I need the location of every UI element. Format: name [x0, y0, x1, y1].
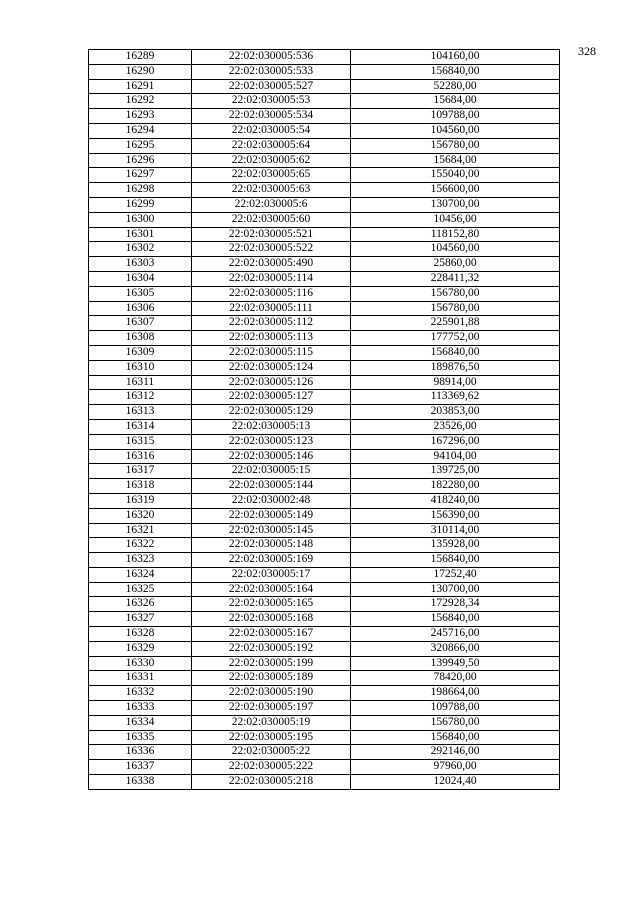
- cadastral-number-cell: 22:02:030005:127: [192, 390, 351, 405]
- value-cell: 156780,00: [351, 286, 560, 301]
- row-number-cell: 16321: [89, 523, 192, 538]
- value-cell: 113369,62: [351, 390, 560, 405]
- value-cell: 189876,50: [351, 360, 560, 375]
- cadastral-number-cell: 22:02:030005:113: [192, 331, 351, 346]
- row-number-cell: 16298: [89, 183, 192, 198]
- table-row: [89, 375, 560, 390]
- cadastral-number-cell: 22:02:030005:111: [192, 301, 351, 316]
- value-cell: 156600,00: [351, 183, 560, 198]
- cadastral-number-cell: 22:02:030005:116: [192, 286, 351, 301]
- row-number-cell: 16320: [89, 508, 192, 523]
- cadastral-number-cell: 22:02:030005:168: [192, 612, 351, 627]
- table-row: [89, 345, 560, 360]
- value-cell: 320866,00: [351, 641, 560, 656]
- cadastral-number-cell: 22:02:030005:222: [192, 760, 351, 775]
- cadastral-number-cell: 22:02:030005:148: [192, 538, 351, 553]
- value-cell: 310114,00: [351, 523, 560, 538]
- cadastral-number-cell: 22:02:030005:6: [192, 197, 351, 212]
- table-row: [89, 227, 560, 242]
- cadastral-number-cell: 22:02:030005:490: [192, 257, 351, 272]
- row-number-cell: 16332: [89, 686, 192, 701]
- value-cell: 172928,34: [351, 597, 560, 612]
- table-row: [89, 405, 560, 420]
- cadastral-number-cell: 22:02:030005:64: [192, 138, 351, 153]
- row-number-cell: 16308: [89, 331, 192, 346]
- table-row: [89, 123, 560, 138]
- row-number-cell: 16299: [89, 197, 192, 212]
- row-number-cell: 16296: [89, 153, 192, 168]
- table-row: [89, 479, 560, 494]
- value-cell: 198664,00: [351, 686, 560, 701]
- table-row: [89, 567, 560, 582]
- value-cell: 228411,32: [351, 271, 560, 286]
- row-number-cell: 16295: [89, 138, 192, 153]
- table-row: [89, 597, 560, 612]
- value-cell: 135928,00: [351, 538, 560, 553]
- cadastral-number-cell: 22:02:030005:534: [192, 109, 351, 124]
- cadastral-number-cell: 22:02:030005:144: [192, 479, 351, 494]
- value-cell: 139725,00: [351, 464, 560, 479]
- cadastral-number-cell: 22:02:030005:13: [192, 419, 351, 434]
- cadastral-number-cell: 22:02:030005:112: [192, 316, 351, 331]
- cadastral-number-cell: 22:02:030005:146: [192, 449, 351, 464]
- value-cell: 245716,00: [351, 627, 560, 642]
- cadastral-number-cell: 22:02:030005:53: [192, 94, 351, 109]
- cadastral-number-cell: 22:02:030005:115: [192, 345, 351, 360]
- cadastral-number-cell: 22:02:030005:145: [192, 523, 351, 538]
- row-number-cell: 16297: [89, 168, 192, 183]
- table-row: [89, 138, 560, 153]
- table-row: [89, 715, 560, 730]
- row-number-cell: 16293: [89, 109, 192, 124]
- row-number-cell: 16305: [89, 286, 192, 301]
- table-row: [89, 775, 560, 790]
- registry-table-body: [89, 50, 560, 790]
- cadastral-number-cell: 22:02:030005:123: [192, 434, 351, 449]
- row-number-cell: 16294: [89, 123, 192, 138]
- row-number-cell: 16323: [89, 553, 192, 568]
- table-row: [89, 449, 560, 464]
- table-row: [89, 271, 560, 286]
- value-cell: 25860,00: [351, 257, 560, 272]
- row-number-cell: 16302: [89, 242, 192, 257]
- table-row: [89, 434, 560, 449]
- cadastral-number-cell: 22:02:030005:167: [192, 627, 351, 642]
- value-cell: 182280,00: [351, 479, 560, 494]
- table-row: [89, 464, 560, 479]
- row-number-cell: 16290: [89, 64, 192, 79]
- table-row: [89, 612, 560, 627]
- table-row: [89, 641, 560, 656]
- row-number-cell: 16313: [89, 405, 192, 420]
- cadastral-number-cell: 22:02:030005:22: [192, 745, 351, 760]
- table-row: [89, 582, 560, 597]
- cadastral-number-cell: 22:02:030005:199: [192, 656, 351, 671]
- cadastral-number-cell: 22:02:030005:54: [192, 123, 351, 138]
- value-cell: 10456,00: [351, 212, 560, 227]
- value-cell: 156840,00: [351, 553, 560, 568]
- cadastral-number-cell: 22:02:030002:48: [192, 493, 351, 508]
- table-row: [89, 183, 560, 198]
- value-cell: 104560,00: [351, 242, 560, 257]
- table-row: [89, 730, 560, 745]
- value-cell: 155040,00: [351, 168, 560, 183]
- value-cell: 17252,40: [351, 567, 560, 582]
- row-number-cell: 16304: [89, 271, 192, 286]
- value-cell: 225901,88: [351, 316, 560, 331]
- table-row: [89, 523, 560, 538]
- value-cell: 139949,50: [351, 656, 560, 671]
- row-number-cell: 16292: [89, 94, 192, 109]
- row-number-cell: 16327: [89, 612, 192, 627]
- row-number-cell: 16300: [89, 212, 192, 227]
- table-row: [89, 419, 560, 434]
- row-number-cell: 16322: [89, 538, 192, 553]
- table-row: [89, 538, 560, 553]
- cadastral-number-cell: 22:02:030005:63: [192, 183, 351, 198]
- value-cell: 15684,00: [351, 153, 560, 168]
- table-row: [89, 168, 560, 183]
- table-row: [89, 212, 560, 227]
- value-cell: 78420,00: [351, 671, 560, 686]
- row-number-cell: 16318: [89, 479, 192, 494]
- table-row: [89, 656, 560, 671]
- table-row: [89, 286, 560, 301]
- row-number-cell: 16291: [89, 79, 192, 94]
- value-cell: 118152,80: [351, 227, 560, 242]
- value-cell: 156390,00: [351, 508, 560, 523]
- row-number-cell: 16315: [89, 434, 192, 449]
- row-number-cell: 16324: [89, 567, 192, 582]
- table-row: [89, 331, 560, 346]
- table-row: [89, 493, 560, 508]
- row-number-cell: 16338: [89, 775, 192, 790]
- value-cell: 418240,00: [351, 493, 560, 508]
- row-number-cell: 16306: [89, 301, 192, 316]
- row-number-cell: 16326: [89, 597, 192, 612]
- row-number-cell: 16335: [89, 730, 192, 745]
- row-number-cell: 16310: [89, 360, 192, 375]
- row-number-cell: 16331: [89, 671, 192, 686]
- cadastral-number-cell: 22:02:030005:65: [192, 168, 351, 183]
- value-cell: 156840,00: [351, 64, 560, 79]
- cadastral-number-cell: 22:02:030005:15: [192, 464, 351, 479]
- row-number-cell: 16314: [89, 419, 192, 434]
- table-row: [89, 301, 560, 316]
- cadastral-number-cell: 22:02:030005:19: [192, 715, 351, 730]
- row-number-cell: 16337: [89, 760, 192, 775]
- cadastral-number-cell: 22:02:030005:129: [192, 405, 351, 420]
- row-number-cell: 16307: [89, 316, 192, 331]
- cadastral-number-cell: 22:02:030005:197: [192, 701, 351, 716]
- table-row: [89, 508, 560, 523]
- table-row: [89, 627, 560, 642]
- value-cell: 130700,00: [351, 197, 560, 212]
- cadastral-number-cell: 22:02:030005:149: [192, 508, 351, 523]
- value-cell: 292146,00: [351, 745, 560, 760]
- value-cell: 156840,00: [351, 730, 560, 745]
- value-cell: 104560,00: [351, 123, 560, 138]
- value-cell: 156780,00: [351, 138, 560, 153]
- cadastral-number-cell: 22:02:030005:195: [192, 730, 351, 745]
- table-row: [89, 390, 560, 405]
- row-number-cell: 16303: [89, 257, 192, 272]
- cadastral-number-cell: 22:02:030005:536: [192, 50, 351, 65]
- value-cell: 94104,00: [351, 449, 560, 464]
- cadastral-number-cell: 22:02:030005:17: [192, 567, 351, 582]
- cadastral-number-cell: 22:02:030005:189: [192, 671, 351, 686]
- row-number-cell: 16329: [89, 641, 192, 656]
- cadastral-number-cell: 22:02:030005:192: [192, 641, 351, 656]
- value-cell: 15684,00: [351, 94, 560, 109]
- table-row: [89, 79, 560, 94]
- cadastral-number-cell: 22:02:030005:164: [192, 582, 351, 597]
- row-number-cell: 16317: [89, 464, 192, 479]
- table-row: [89, 760, 560, 775]
- registry-table: [88, 49, 560, 790]
- value-cell: 109788,00: [351, 701, 560, 716]
- table-row: [89, 701, 560, 716]
- cadastral-number-cell: 22:02:030005:62: [192, 153, 351, 168]
- table-row: [89, 153, 560, 168]
- cadastral-number-cell: 22:02:030005:114: [192, 271, 351, 286]
- cadastral-number-cell: 22:02:030005:521: [192, 227, 351, 242]
- value-cell: 156840,00: [351, 612, 560, 627]
- value-cell: 156780,00: [351, 301, 560, 316]
- value-cell: 177752,00: [351, 331, 560, 346]
- row-number-cell: 16319: [89, 493, 192, 508]
- cadastral-number-cell: 22:02:030005:527: [192, 79, 351, 94]
- value-cell: 203853,00: [351, 405, 560, 420]
- table-row: [89, 50, 560, 65]
- cadastral-number-cell: 22:02:030005:522: [192, 242, 351, 257]
- table-row: [89, 197, 560, 212]
- table-row: [89, 94, 560, 109]
- row-number-cell: 16312: [89, 390, 192, 405]
- cadastral-number-cell: 22:02:030005:165: [192, 597, 351, 612]
- row-number-cell: 16316: [89, 449, 192, 464]
- table-row: [89, 360, 560, 375]
- row-number-cell: 16336: [89, 745, 192, 760]
- cadastral-number-cell: 22:02:030005:533: [192, 64, 351, 79]
- row-number-cell: 16311: [89, 375, 192, 390]
- page-number: 328: [578, 44, 596, 58]
- value-cell: 98914,00: [351, 375, 560, 390]
- cadastral-number-cell: 22:02:030005:60: [192, 212, 351, 227]
- row-number-cell: 16309: [89, 345, 192, 360]
- cadastral-number-cell: 22:02:030005:124: [192, 360, 351, 375]
- table-row: [89, 671, 560, 686]
- value-cell: 156780,00: [351, 715, 560, 730]
- table-row: [89, 553, 560, 568]
- cadastral-number-cell: 22:02:030005:190: [192, 686, 351, 701]
- value-cell: 156840,00: [351, 345, 560, 360]
- value-cell: 52280,00: [351, 79, 560, 94]
- table-row: [89, 257, 560, 272]
- row-number-cell: 16330: [89, 656, 192, 671]
- row-number-cell: 16333: [89, 701, 192, 716]
- cadastral-number-cell: 22:02:030005:126: [192, 375, 351, 390]
- table-row: [89, 242, 560, 257]
- table-row: [89, 316, 560, 331]
- value-cell: 130700,00: [351, 582, 560, 597]
- row-number-cell: 16328: [89, 627, 192, 642]
- value-cell: 104160,00: [351, 50, 560, 65]
- row-number-cell: 16334: [89, 715, 192, 730]
- row-number-cell: 16301: [89, 227, 192, 242]
- table-row: [89, 109, 560, 124]
- value-cell: 97960,00: [351, 760, 560, 775]
- value-cell: 109788,00: [351, 109, 560, 124]
- value-cell: 23526,00: [351, 419, 560, 434]
- cadastral-number-cell: 22:02:030005:169: [192, 553, 351, 568]
- table-row: [89, 686, 560, 701]
- value-cell: 167296,00: [351, 434, 560, 449]
- cadastral-number-cell: 22:02:030005:218: [192, 775, 351, 790]
- value-cell: 12024,40: [351, 775, 560, 790]
- table-row: [89, 745, 560, 760]
- row-number-cell: 16289: [89, 50, 192, 65]
- table-row: [89, 64, 560, 79]
- row-number-cell: 16325: [89, 582, 192, 597]
